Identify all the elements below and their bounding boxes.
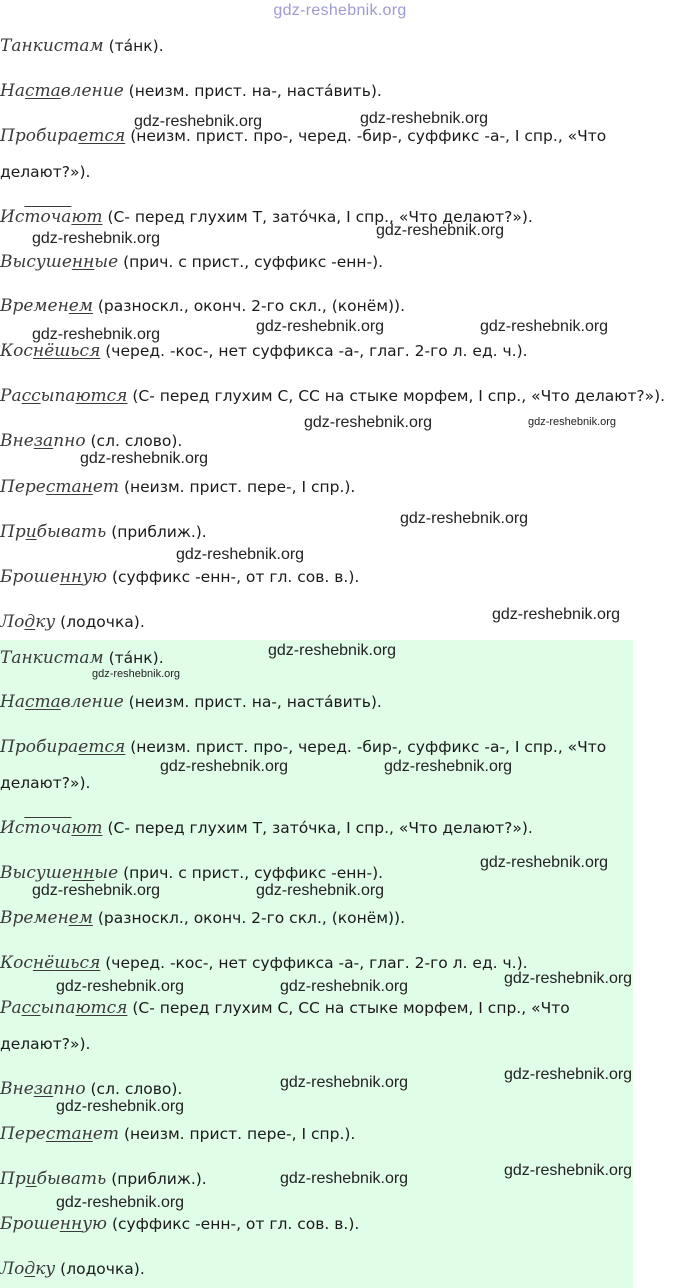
word-part: Высуше	[0, 863, 72, 883]
word-part: ется	[78, 126, 126, 146]
word-part: сс	[21, 998, 41, 1018]
watermark: gdz-reshebnik.org	[92, 668, 181, 680]
entry-line	[0, 118, 630, 190]
watermark: gdz-reshebnik.org	[160, 758, 289, 775]
watermark: gdz-reshebnik.org	[56, 1194, 185, 1211]
entry-line	[0, 908, 405, 928]
word-part: Вне	[0, 431, 34, 451]
entry-word	[0, 1079, 86, 1099]
watermark: gdz-reshebnik.org	[56, 978, 185, 995]
word-part: стан	[45, 1124, 93, 1144]
word-part: ые	[94, 863, 119, 883]
word-part: ются	[75, 998, 128, 1018]
word-part: ста	[24, 81, 61, 101]
word-part: нн	[71, 863, 95, 883]
watermark: gdz-reshebnik.org	[480, 854, 609, 871]
watermark: gdz-reshebnik.org	[56, 1098, 185, 1115]
entry-line	[0, 692, 382, 712]
watermark: gdz-reshebnik.org	[80, 450, 209, 467]
watermark: gdz-reshebnik.org	[528, 416, 617, 428]
entry-word	[0, 477, 119, 497]
entry-comment: (неизм. прист. на-, наста́вить).	[123, 82, 382, 100]
entry-comment: (лодочка).	[55, 1260, 145, 1278]
entry-comment: (приближ.).	[106, 1170, 207, 1188]
entry-comment: (неизм. прист. пере-, I спр.).	[119, 1125, 356, 1143]
word-part: пно	[53, 431, 86, 451]
watermark: gdz-reshebnik.org	[384, 758, 513, 775]
word-part: нн	[71, 252, 95, 272]
entry-word	[0, 431, 86, 451]
word-part: шься	[54, 953, 101, 973]
word-part: ем	[68, 296, 93, 316]
word-part: Танкистам	[0, 648, 104, 668]
watermark: gdz-reshebnik.org	[256, 882, 385, 899]
word-part: за	[33, 1079, 54, 1099]
entry-word	[0, 692, 124, 712]
watermark: gdz-reshebnik.org	[176, 546, 305, 563]
entry-line	[0, 567, 359, 587]
word-part: Пере	[0, 1124, 46, 1144]
word-part: ет	[92, 477, 120, 497]
watermark: gdz-reshebnik.org	[360, 110, 489, 127]
watermark: gdz-reshebnik.org	[134, 113, 263, 130]
word-part: Пере	[0, 477, 46, 497]
watermark: gdz-reshebnik.org	[504, 970, 633, 987]
word-part: ление	[70, 692, 124, 712]
word-part: Кос	[0, 953, 33, 973]
word-part: в	[60, 692, 71, 712]
word-part: Кос	[0, 341, 33, 361]
word-part: Броше	[0, 567, 60, 587]
entry-line	[0, 1259, 145, 1279]
word-part: ем	[68, 908, 93, 928]
entry-comment: (суффикс -енн-, от гл. сов. в.).	[107, 568, 360, 586]
word-part: ку	[35, 612, 56, 632]
entry-word	[0, 567, 107, 587]
watermark: gdz-reshebnik.org	[32, 230, 161, 247]
word-part: пно	[53, 1079, 86, 1099]
word-part: Пр	[0, 522, 26, 542]
entry-word	[0, 737, 125, 757]
entry-line	[0, 36, 164, 56]
watermark: gdz-reshebnik.org	[268, 642, 397, 659]
entry-comment: (разноскл., оконч. 2-го скл., (конём)).	[92, 297, 406, 315]
word-part: Пр	[0, 1169, 26, 1189]
entry-word	[0, 386, 127, 406]
entry-line	[0, 431, 182, 451]
entry-comment: (приближ.).	[106, 523, 207, 541]
entry-word	[0, 1214, 107, 1234]
entry-word	[0, 341, 100, 361]
word-part: нё	[32, 953, 55, 973]
entry-line	[0, 252, 383, 272]
entry-line	[0, 818, 533, 838]
word-part: ыпа	[40, 386, 76, 406]
entry-word	[0, 81, 124, 101]
word-part: Времен	[0, 296, 69, 316]
entry-comment: (С- перед глухим Т, зато́чка, I спр., «Что делают?»).	[102, 208, 533, 226]
entry-comment: (С- перед глухим Т, зато́чка, I спр., «Что делают?»).	[102, 819, 533, 837]
entry-comment: (неизм. прист. на-, наста́вить).	[123, 693, 382, 711]
entry-line	[0, 1169, 207, 1189]
entry-comment: (сл. слово).	[85, 1080, 183, 1098]
word-part: Броше	[0, 1214, 60, 1234]
watermark: gdz-reshebnik.org	[280, 978, 409, 995]
word-part: Вне	[0, 1079, 34, 1099]
word-part: Пробира	[0, 737, 79, 757]
word-part: точа	[24, 207, 72, 227]
word-part: ыпа	[40, 998, 76, 1018]
entry-comment: (неизм. прист. про-, черед. -бир-, суффикс -а-, I спр., «Что делают?»).	[0, 127, 607, 181]
entry-comment: (лодочка).	[55, 613, 145, 631]
watermark: gdz-reshebnik.org	[376, 222, 505, 239]
entry-word	[0, 908, 93, 928]
word-part: ку	[35, 1259, 56, 1279]
entry-line	[0, 612, 145, 632]
word-part: Ло	[0, 612, 25, 632]
word-part: ют	[71, 207, 103, 227]
word-part: д	[24, 612, 36, 632]
word-part: Ло	[0, 1259, 25, 1279]
word-part: ет	[92, 1124, 120, 1144]
watermark: gdz-reshebnik.org	[504, 1066, 633, 1083]
word-part: ста	[24, 692, 61, 712]
word-part: шься	[54, 341, 101, 361]
word-part: Ис	[0, 818, 25, 838]
word-part: ую	[82, 1214, 108, 1234]
entry-word	[0, 207, 103, 227]
entry-line	[0, 81, 382, 101]
word-part: ется	[78, 737, 126, 757]
entry-comment: (черед. -кос-, нет суффикса -а-, глаг. 2-го л. ед. ч.).	[100, 342, 528, 360]
entry-line	[0, 863, 383, 883]
entry-word	[0, 612, 55, 632]
word-part: ют	[71, 818, 103, 838]
entry-line	[0, 953, 528, 973]
word-part: Ис	[0, 207, 25, 227]
entry-line	[0, 1124, 355, 1144]
word-part: бывать	[36, 1169, 107, 1189]
word-part: На	[0, 81, 25, 101]
word-part: ление	[70, 81, 124, 101]
entry-word	[0, 1169, 106, 1189]
entry-line	[0, 477, 355, 497]
word-part: Времен	[0, 908, 69, 928]
entry-comment: (суффикс -енн-, от гл. сов. в.).	[107, 1215, 360, 1233]
entry-word	[0, 953, 100, 973]
word-part: На	[0, 692, 25, 712]
entry-comment: (неизм. прист. пере-, I спр.).	[119, 478, 356, 496]
word-part: Танкистам	[0, 36, 104, 56]
watermark: gdz-reshebnik.org	[480, 318, 609, 335]
watermark: gdz-reshebnik.org	[304, 414, 433, 431]
word-part: Ра	[0, 386, 22, 406]
entry-line	[0, 341, 528, 361]
entry-line	[0, 296, 405, 316]
entry-comment: (С- перед глухим С, СС на стыке морфем, I спр., «Что делают?»).	[127, 387, 666, 405]
entry-line	[0, 522, 207, 542]
word-part: Ра	[0, 998, 22, 1018]
site-header: gdz-reshebnik.org	[273, 2, 407, 19]
word-part: стан	[45, 477, 93, 497]
watermark: gdz-reshebnik.org	[256, 318, 385, 335]
watermark: gdz-reshebnik.org	[32, 882, 161, 899]
entry-word	[0, 36, 104, 56]
word-part: сс	[21, 386, 41, 406]
entry-word	[0, 1124, 119, 1144]
entry-word	[0, 998, 127, 1018]
entry-comment: (разноскл., оконч. 2-го скл., (конём)).	[92, 909, 406, 927]
word-part: нн	[59, 567, 83, 587]
entry-line	[0, 729, 630, 801]
entry-line	[0, 386, 665, 406]
entry-word	[0, 863, 118, 883]
watermark: gdz-reshebnik.org	[492, 606, 621, 623]
word-part: ую	[82, 567, 108, 587]
word-part: Пробира	[0, 126, 79, 146]
watermark: gdz-reshebnik.org	[32, 326, 161, 343]
entry-comment: (прич. с прист., суффикс -енн-).	[118, 253, 384, 271]
watermark: gdz-reshebnik.org	[280, 1170, 409, 1187]
word-part: точа	[24, 818, 72, 838]
entry-line	[0, 1214, 359, 1234]
entry-word	[0, 296, 93, 316]
watermark: gdz-reshebnik.org	[280, 1074, 409, 1091]
entry-comment: (черед. -кос-, нет суффикса -а-, глаг. 2-го л. ед. ч.).	[100, 954, 528, 972]
word-part: и	[25, 522, 37, 542]
entry-word	[0, 648, 104, 668]
entry-word	[0, 252, 118, 272]
word-part: нн	[59, 1214, 83, 1234]
entry-comment: (прич. с прист., суффикс -енн-).	[118, 864, 384, 882]
entry-word	[0, 1259, 55, 1279]
word-part: в	[60, 81, 71, 101]
entry-comment: (та́нк).	[103, 649, 164, 667]
word-part: ются	[75, 386, 128, 406]
word-part: д	[24, 1259, 36, 1279]
entry-line	[0, 648, 164, 668]
word-part: Высуше	[0, 252, 72, 272]
word-part: и	[25, 1169, 37, 1189]
word-part: бывать	[36, 522, 107, 542]
entry-line	[0, 990, 630, 1062]
entry-word	[0, 818, 103, 838]
entry-comment: (неизм. прист. про-, черед. -бир-, суффикс -а-, I спр., «Что делают?»).	[0, 738, 607, 792]
entry-comment: (С- перед глухим С, СС на стыке морфем, I спр., «Что делают?»).	[0, 999, 570, 1053]
entry-line	[0, 1079, 182, 1099]
entry-comment: (сл. слово).	[85, 432, 183, 450]
word-part: за	[33, 431, 54, 451]
word-part: ые	[94, 252, 119, 272]
watermark: gdz-reshebnik.org	[504, 1162, 633, 1179]
entry-comment: (та́нк).	[103, 37, 164, 55]
entry-word	[0, 522, 106, 542]
word-part: нё	[32, 341, 55, 361]
watermark: gdz-reshebnik.org	[400, 510, 529, 527]
entry-word	[0, 126, 125, 146]
